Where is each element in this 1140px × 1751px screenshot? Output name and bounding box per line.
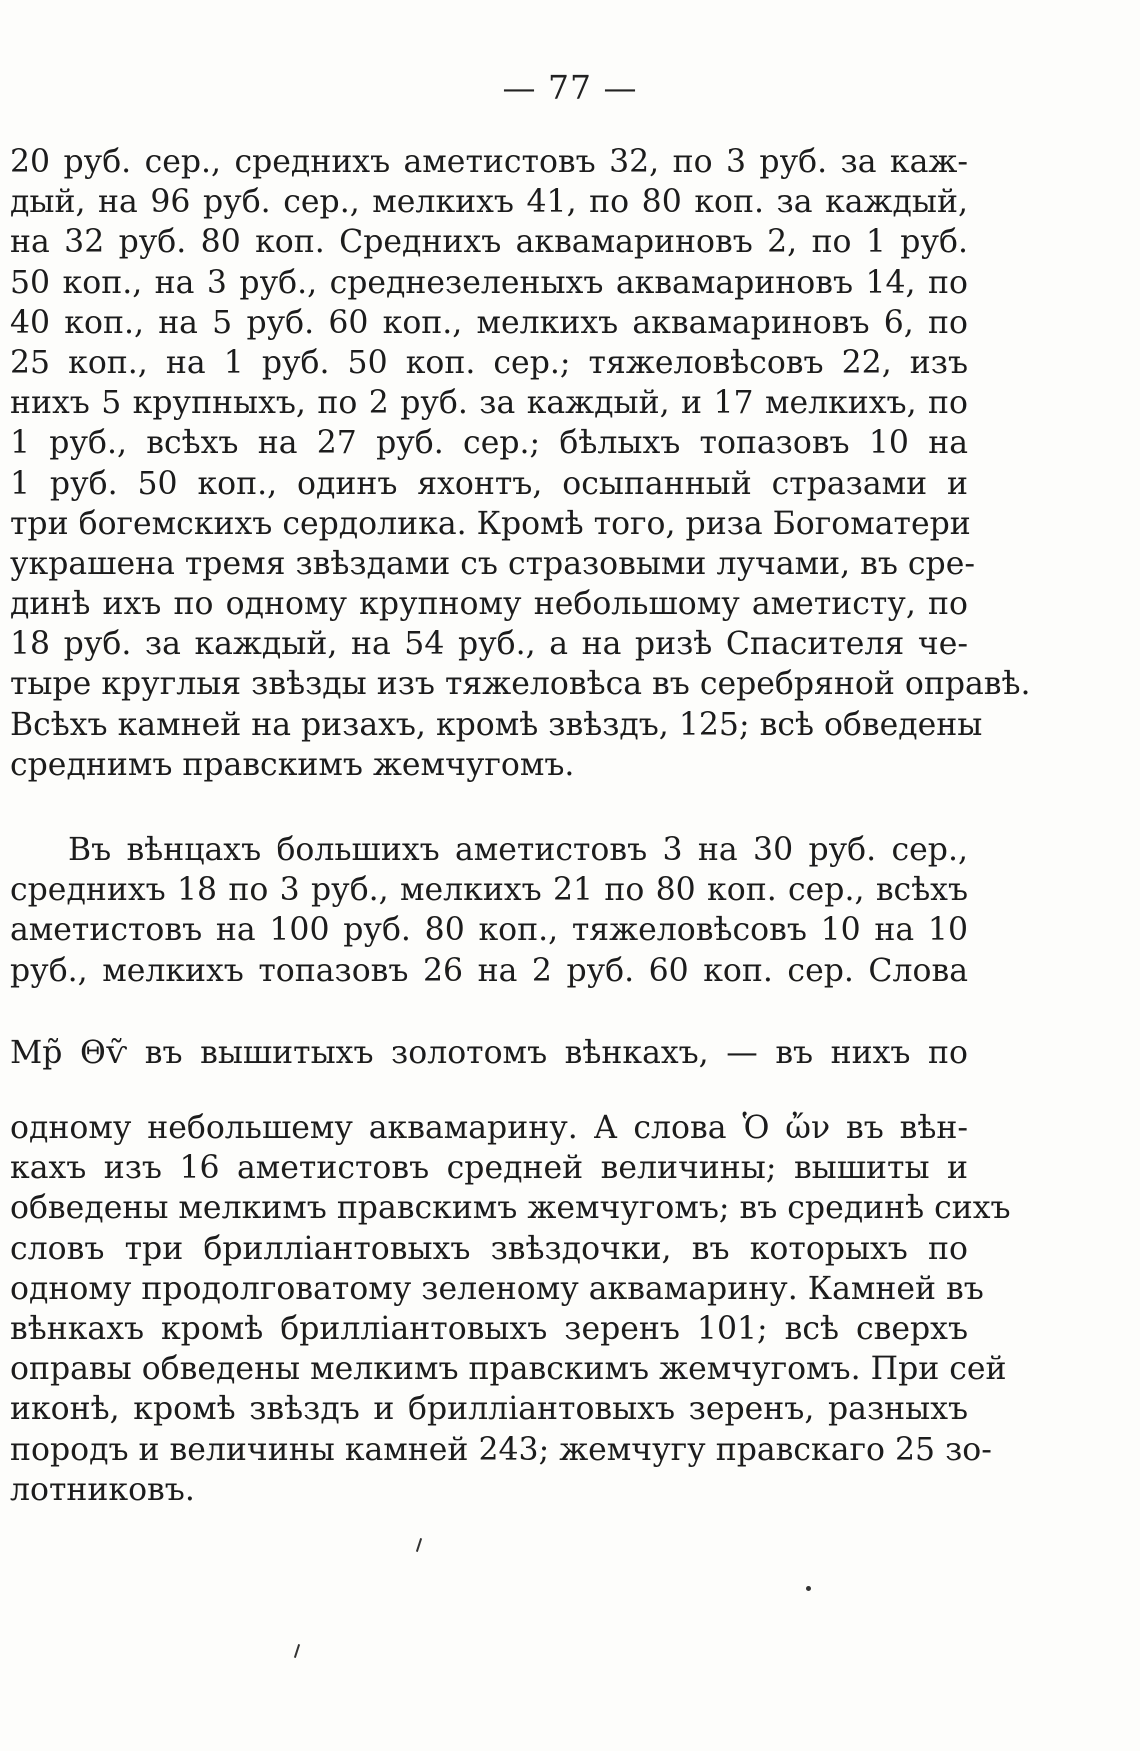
text-line: оправы обведены мелкимъ правскимъ жемчугомъ. При сей — [10, 1351, 1007, 1388]
text-line: динѣ ихъ по одному крупному небольшому аметисту, по — [10, 586, 968, 623]
print-speck — [294, 1644, 300, 1658]
text-line: украшена тремя звѣздами съ стразовыми лучами, въ сре- — [10, 545, 975, 582]
text-line: среднимъ правскимъ жемчугомъ. — [10, 746, 575, 783]
text-line: кахъ изъ 16 аметистовъ средней величины; вышиты и — [10, 1150, 968, 1187]
text-line: среднихъ 18 по 3 руб., мелкихъ 21 по 80 коп. сер., всѣхъ — [10, 872, 968, 909]
text-line: на 32 руб. 80 коп. Среднихъ аквамариновъ 2, по 1 руб. — [10, 224, 968, 261]
text-line: тыре круглыя звѣзды изъ тяжеловѣса въ серебряной оправѣ. — [10, 666, 1031, 703]
text-line: 1 руб., всѣхъ на 27 руб. сер.; бѣлыхъ топазовъ 10 на — [10, 425, 968, 462]
text-line: 18 руб. за каждый, на 54 руб., а на ризѣ Спасителя че- — [10, 626, 968, 663]
text-line: одному продолговатому зеленому аквамарину. Камней въ — [10, 1270, 984, 1307]
text-line: 50 коп., на 3 руб., среднезеленыхъ аквамариновъ 14, по — [10, 264, 968, 301]
text-line: обведены мелкимъ правскимъ жемчугомъ; въ срединѣ сихъ — [10, 1190, 1011, 1227]
text-line: одному небольшему аквамарину. А слова Ὁ ὤν въ вѣн- — [10, 1110, 968, 1146]
text-line: 1 руб. 50 коп., одинъ яхонтъ, осыпанный стразами и — [10, 465, 968, 502]
print-speck — [806, 1586, 811, 1591]
paragraph-1 — [10, 142, 1031, 785]
text-line: дый, на 96 руб. сер., мелкихъ 41, по 80 коп. за каждый, — [10, 184, 968, 221]
text-line: словъ три бриллiантовыхъ звѣздочки, въ которыхъ по — [10, 1230, 968, 1267]
text-line: 20 руб. сер., среднихъ аметистовъ 32, по 3 руб. за каж- — [10, 144, 968, 180]
text-line: аметистовъ на 100 руб. 80 коп., тяжеловѣсовъ 10 на 10 — [10, 912, 968, 949]
text-line: Въ вѣнцахъ большихъ аметистовъ 3 на 30 руб. сер., — [68, 832, 968, 868]
print-speck — [416, 1538, 422, 1552]
text-line: лотниковъ. — [10, 1471, 195, 1508]
text-line: вѣнкахъ кромѣ бриллiантовыхъ зеренъ 101; всѣ сверхъ — [10, 1310, 968, 1347]
text-line: 25 коп., на 1 руб. 50 коп. сер.; тяжеловѣсовъ 22, изъ — [10, 344, 968, 381]
paragraph-3 — [10, 1108, 1011, 1510]
text-line: нихъ 5 крупныхъ, по 2 руб. за каждый, и 17 мелкихъ, по — [10, 385, 968, 422]
text-line: Всѣхъ камней на ризахъ, кромѣ звѣздъ, 125; всѣ обведены — [10, 706, 983, 743]
text-line: породъ и величины камней 243; жемчугу правскаго 25 зо- — [10, 1431, 992, 1468]
text-line: три богемскихъ сердолика. Кромѣ того, риза Богоматери — [10, 505, 971, 542]
text-line: руб., мелкихъ топазовъ 26 на 2 руб. 60 коп. сер. Слова — [10, 952, 968, 989]
page-number: — 77 — — [502, 68, 638, 107]
text-line: иконѣ, кромѣ звѣздъ и бриллiантовыхъ зеренъ, разныхъ — [10, 1391, 968, 1428]
text-line-abbreviation: Мр̃ Θѵ̃ въ вышитыхъ золотомъ вѣнкахъ, — въ нихъ по — [10, 1035, 968, 1071]
paragraph-2 — [10, 830, 968, 991]
text-line: 40 коп., на 5 руб. 60 коп., мелкихъ аквамариновъ 6, по — [10, 304, 968, 341]
